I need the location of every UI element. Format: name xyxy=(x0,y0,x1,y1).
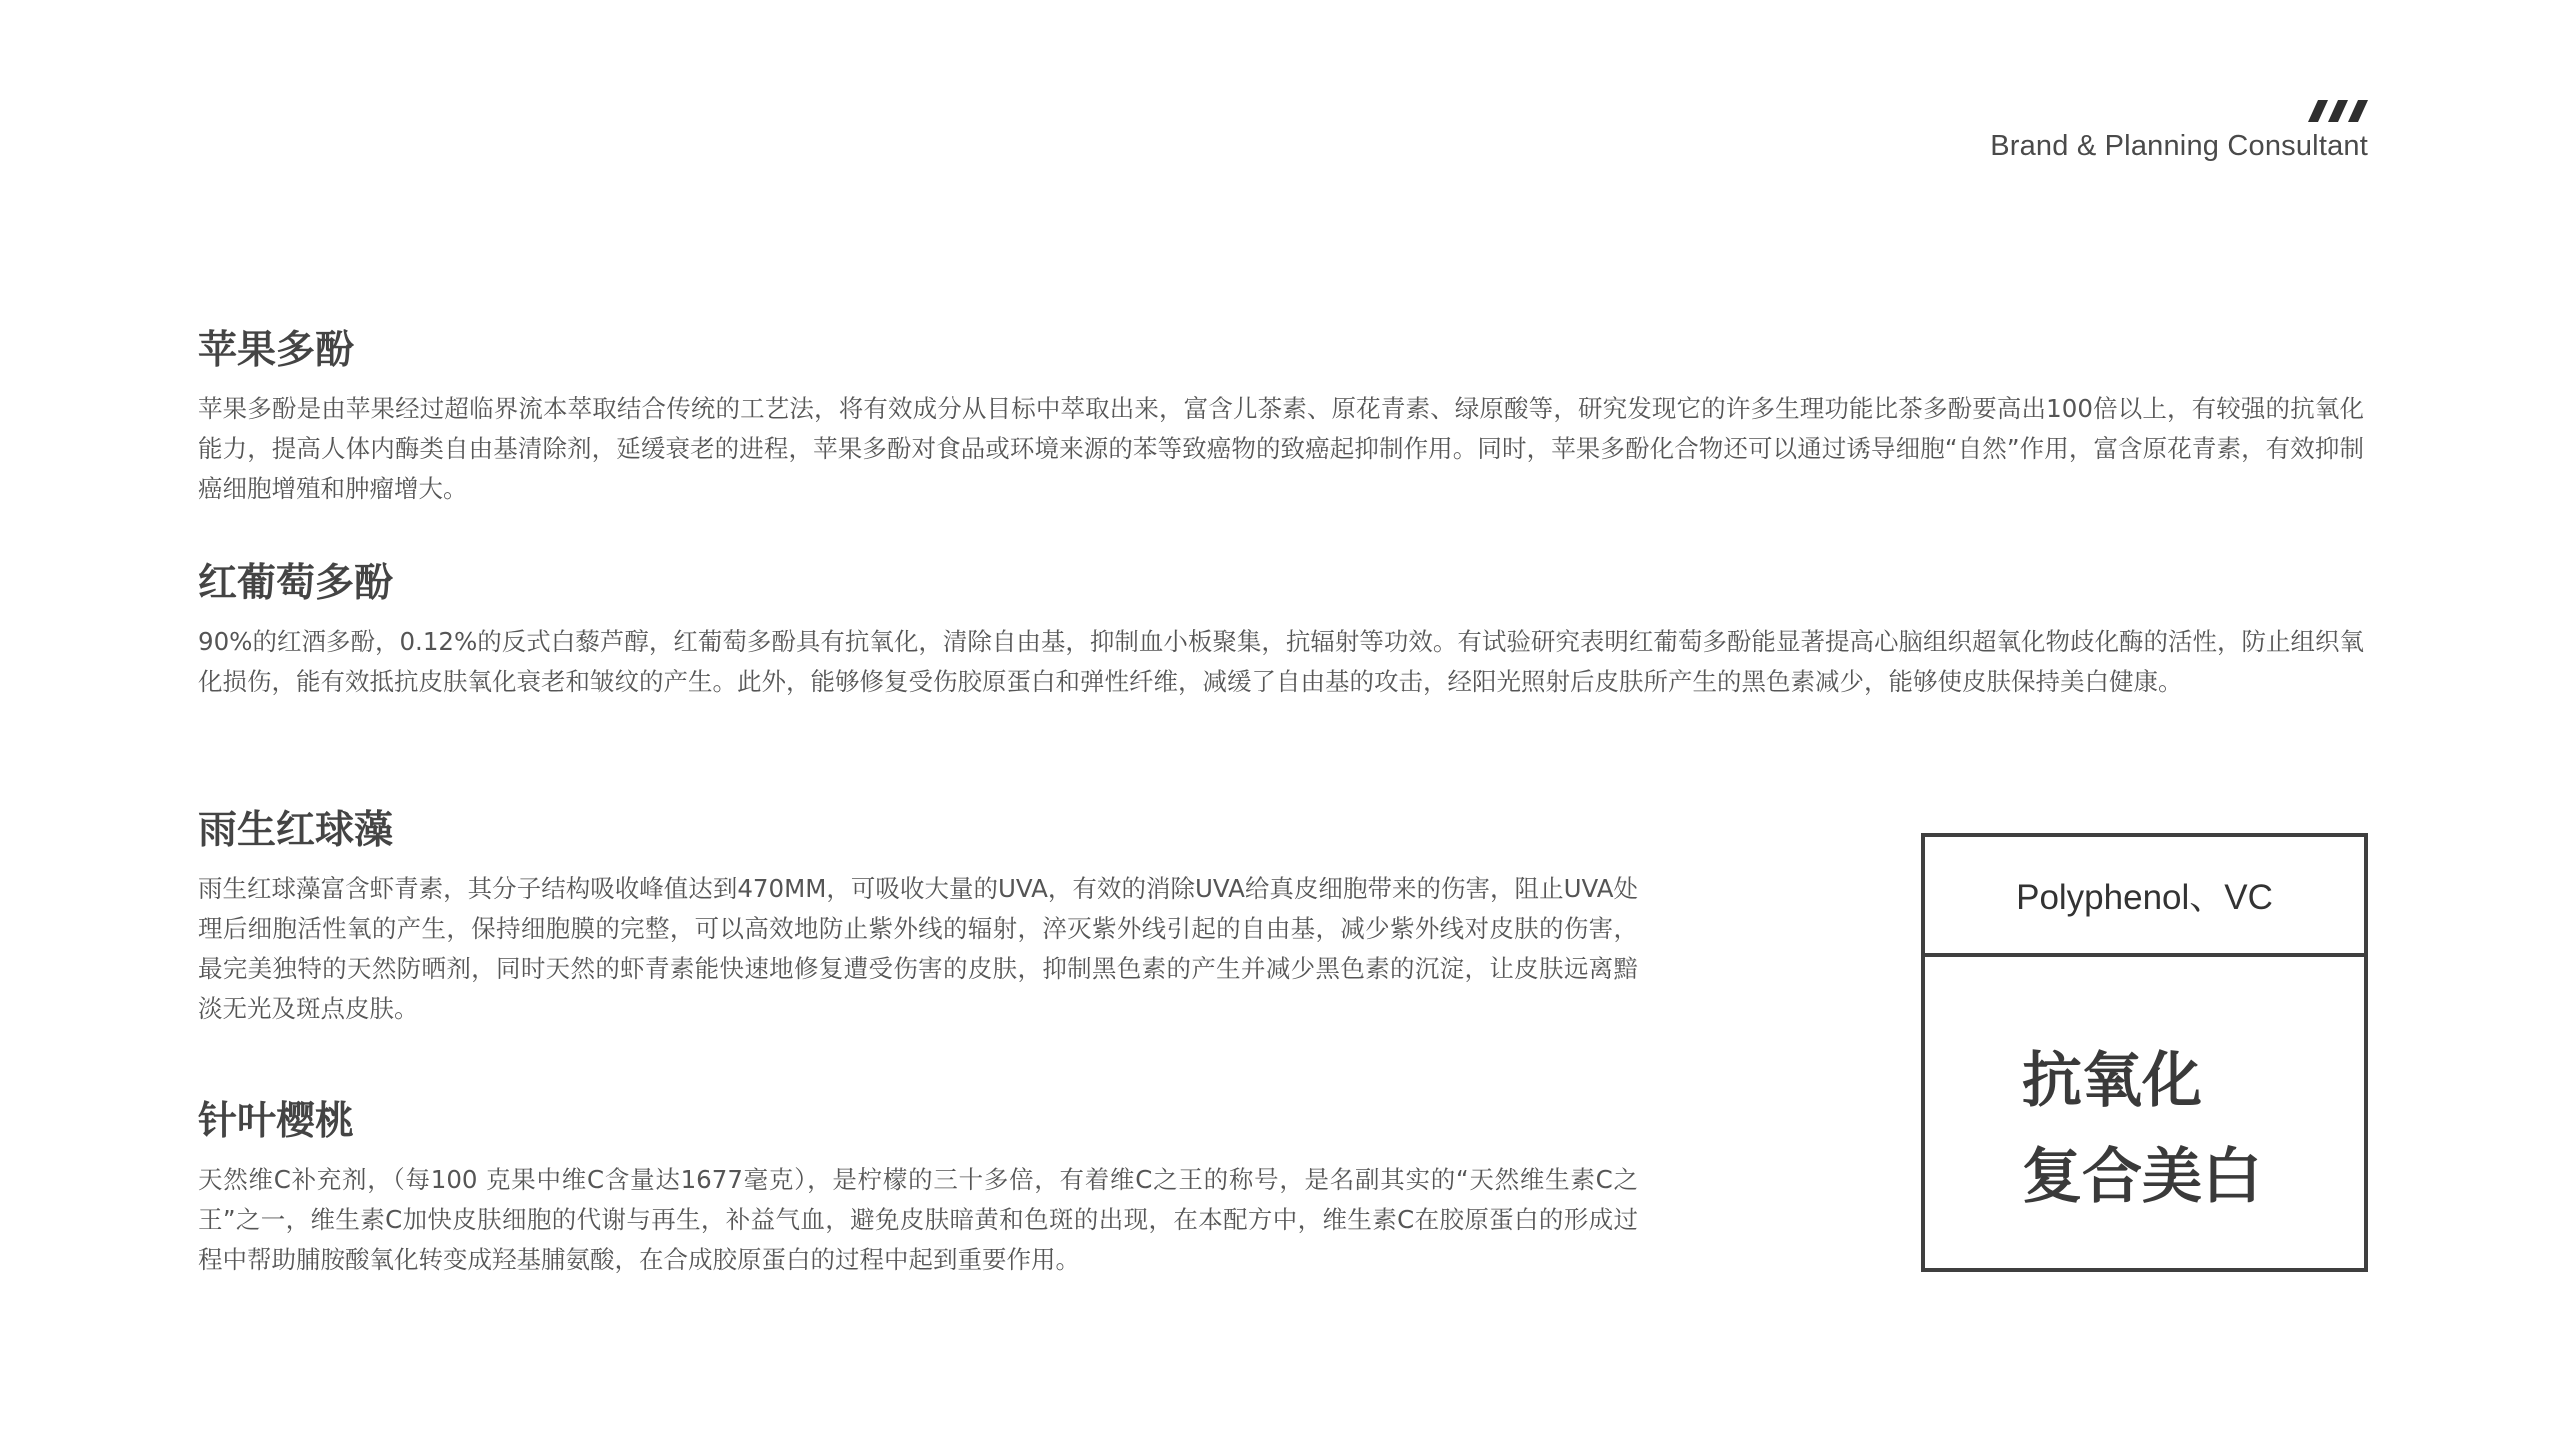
section-haematococcus xyxy=(198,808,1638,1029)
section-body: 苹果多酚是由苹果经过超临界流本萃取结合传统的工艺法，将有效成分从目标中萃取出来，富含儿茶素、原花青素、绿原酸等，研究发现它的许多生理功能比茶多酚要高出100倍以上，有较强的抗氧化能力，提高人体内酶类自由基清除剂，延缓衰老的进程，苹果多酚对食品或环境来源的苯等致癌物的致癌起抑制作用。同时，苹果多酚化合物还可以通过诱导细胞“自然”作用，富含原花青素，有效抑制癌细胞增殖和肿瘤增大。 xyxy=(198,393,2364,503)
tag-box-header: Polyphenol、VC xyxy=(1925,837,2364,957)
tag-line-whitening: 复合美白 xyxy=(2022,1142,2262,1212)
section-apple-polyphenol xyxy=(198,328,2364,509)
section-body: 天然维C补充剂，（每100 克果中维C含量达1677毫克），是柠檬的三十多倍，有着维C之王的称号，是名副其实的“天然维生素C之王”之一，维生素C加快皮肤细胞的代谢与再生，补益气血，避免皮肤暗黄和色斑的出现，在本配方中，维生素C在胶原蛋白的形成过程中帮助脯胺酸氧化转变成羟基脯氨酸，在合成胶原蛋白的过程中起到重要作用。 xyxy=(198,1164,1638,1274)
section-title: 雨生红球藻 xyxy=(198,808,394,853)
feature-tag-box xyxy=(1921,833,2368,1272)
brand-header xyxy=(1990,100,2368,163)
section-title: 针叶樱桃 xyxy=(198,1099,355,1144)
section-title: 红葡萄多酚 xyxy=(198,561,394,606)
section-acerola-cherry xyxy=(198,1099,1638,1280)
triple-slash-icon xyxy=(2308,100,2368,122)
tag-line-antioxidant: 抗氧化 xyxy=(2022,1046,2202,1116)
section-body: 雨生红球藻富含虾青素，其分子结构吸收峰值达到470MM，可吸收大量的UVA，有效的消除UVA给真皮细胞带来的伤害，阻止UVA处理后细胞活性氧的产生，保持细胞膜的完整，可以高效地防止紫外线的辐射，淬灭紫外线引起的自由基，减少紫外线对皮肤的伤害，最完美独特的天然防晒剂，同时天然的虾青素能快速地修复遭受伤害的皮肤，抑制黑色素的产生并减少黑色素的沉淀，让皮肤远离黯淡无光及斑点皮肤。 xyxy=(198,873,1638,1023)
tag-box-body xyxy=(1925,957,2364,1225)
section-red-grape-polyphenol xyxy=(198,561,2364,702)
section-title: 苹果多酚 xyxy=(198,328,355,373)
section-body: 90%的红酒多酚，0.12%的反式白藜芦醇，红葡萄多酚具有抗氧化，清除自由基，抑制血小板聚集，抗辐射等功效。有试验研究表明红葡萄多酚能显著提高心脑组织超氧化物歧化酶的活性，防止组织氧化损伤，能有效抵抗皮肤氧化衰老和皱纹的产生。此外，能够修复受伤胶原蛋白和弹性纤维，减缓了自由基的攻击，经阳光照射后皮肤所产生的黑色素减少，能够使皮肤保持美白健康。 xyxy=(198,626,2364,696)
brand-text: Brand & Planning Consultant xyxy=(1990,130,2368,162)
